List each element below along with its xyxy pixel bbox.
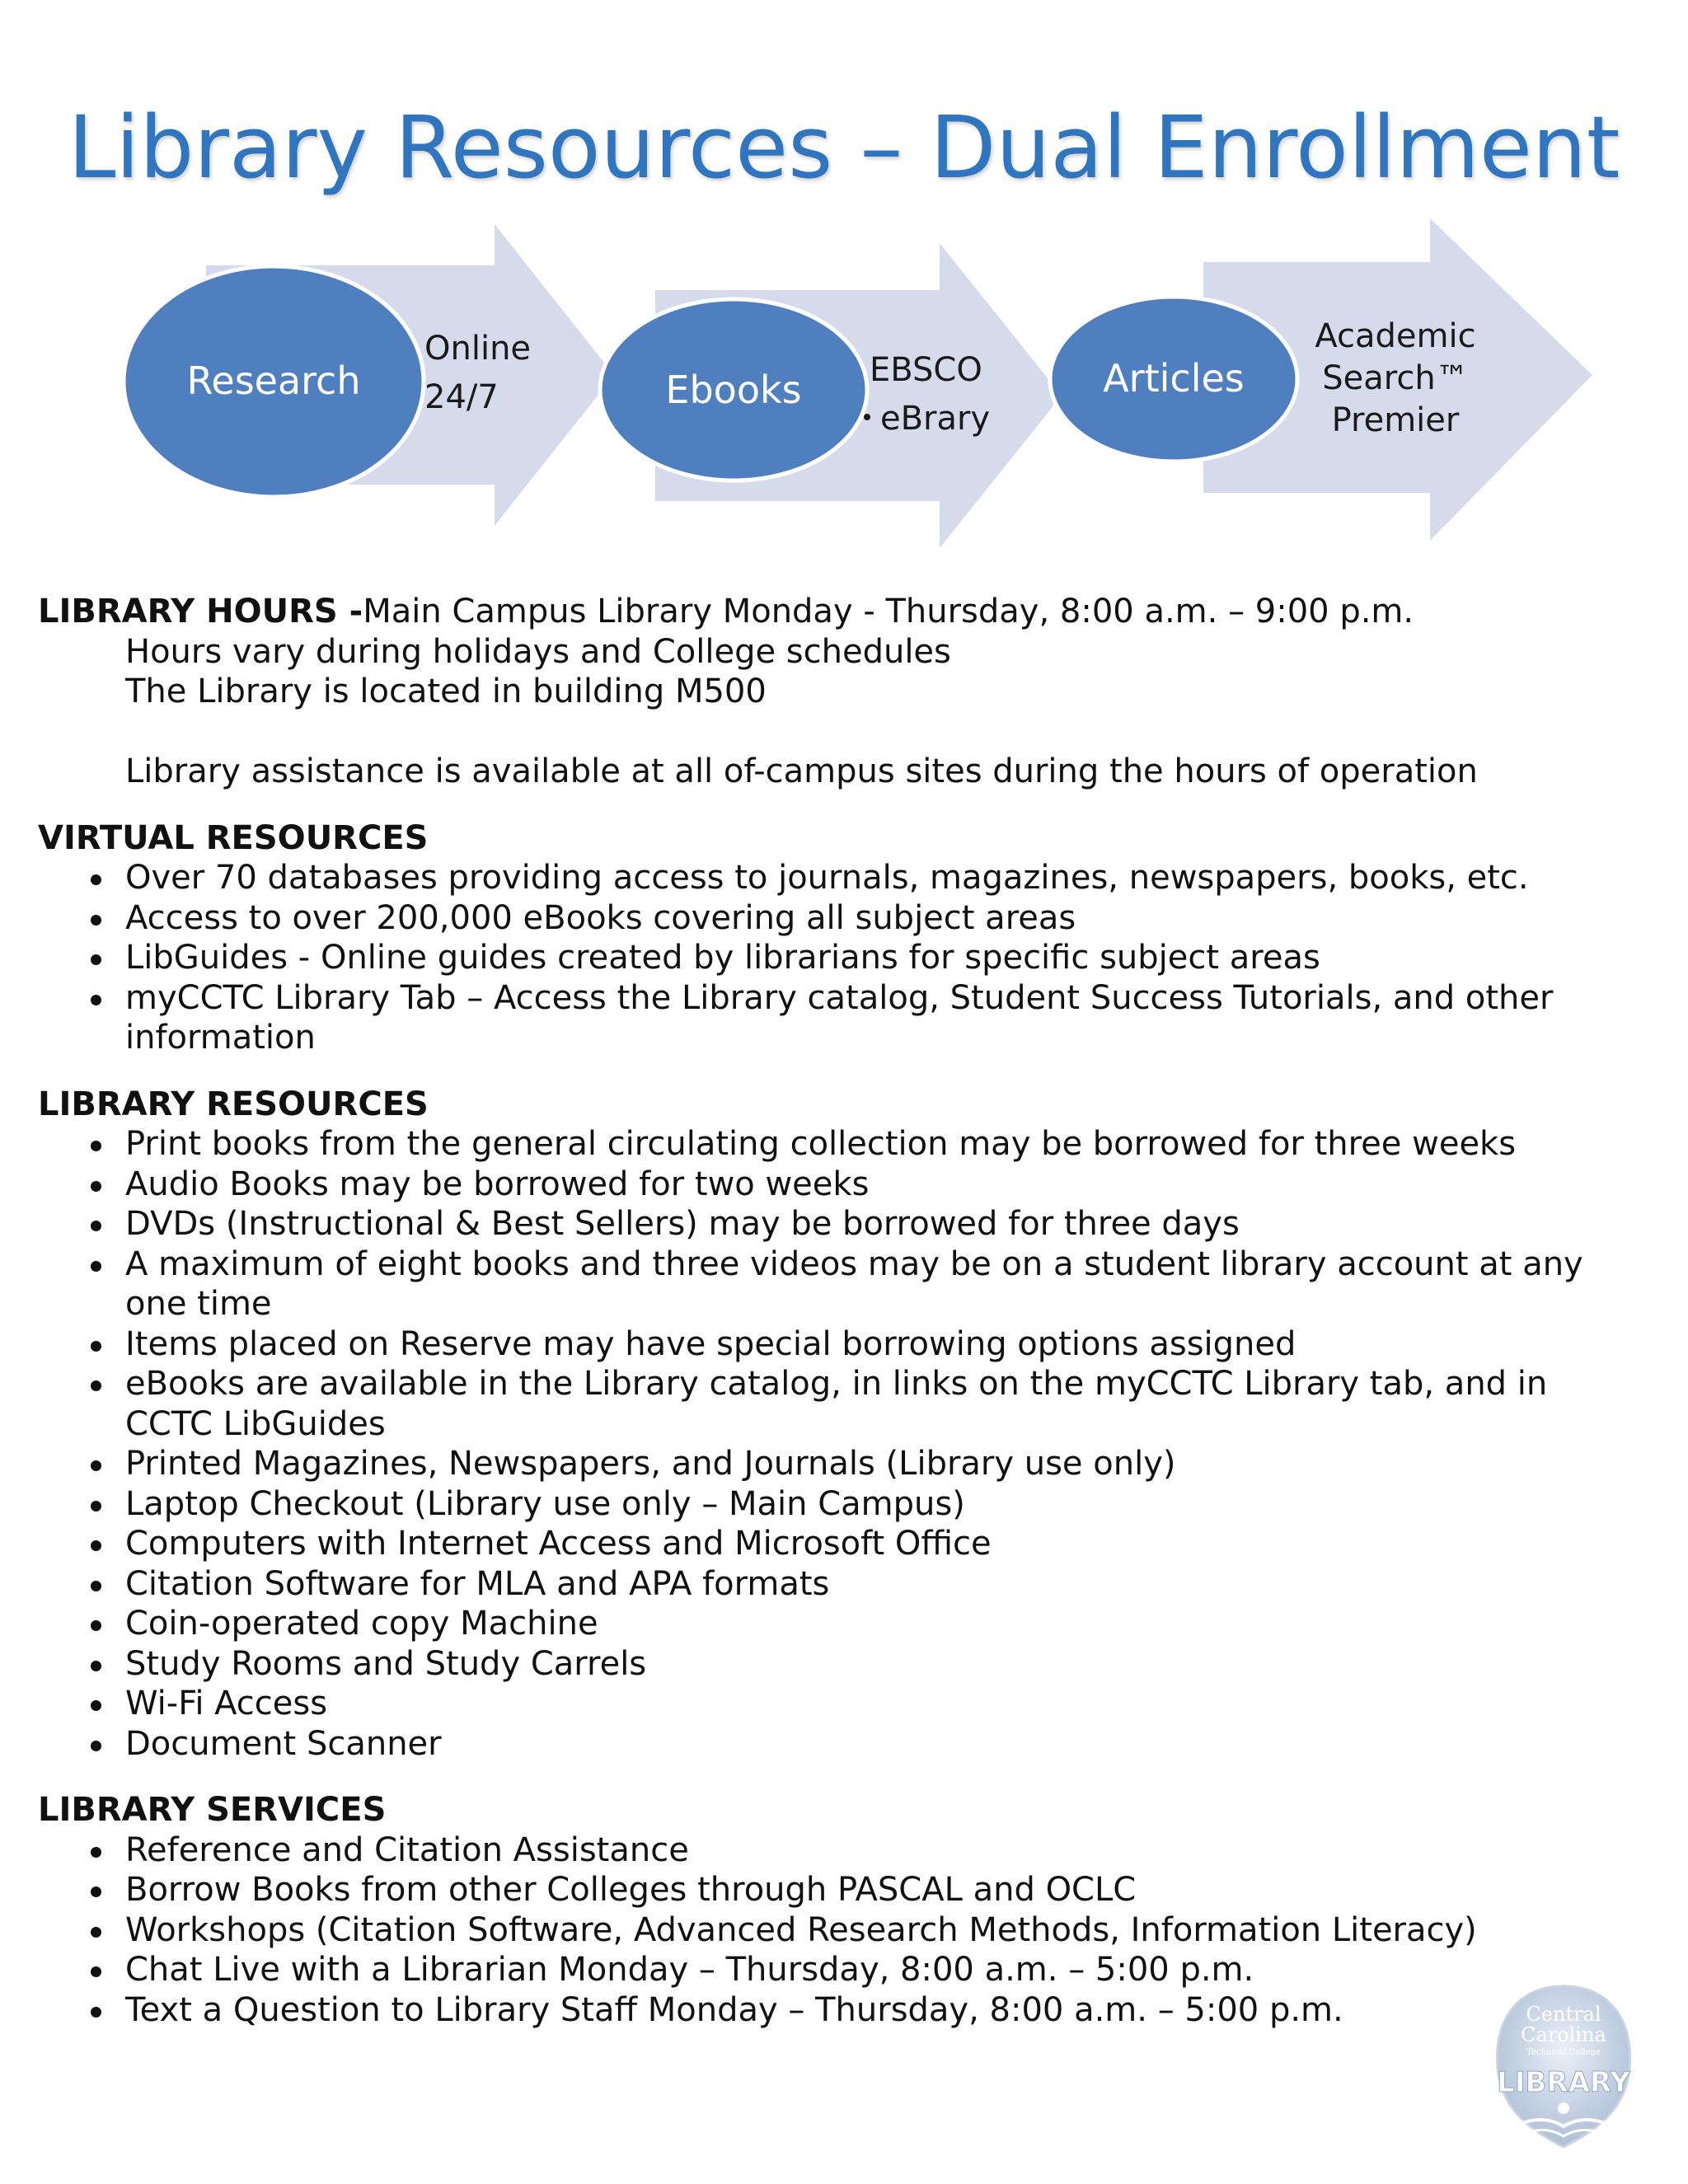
flow-circle-label-ebooks: Ebooks: [665, 368, 802, 412]
list-item: Audio Books may be borrowed for two weeks: [38, 1165, 1642, 1205]
list-item: Chat Live with a Librarian Monday – Thursday, 8:00 a.m. – 5:00 p.m.: [38, 1950, 1642, 1990]
hours-note: Hours vary during holidays and College schedules: [125, 632, 951, 671]
flow-circle-label-articles: Articles: [1103, 356, 1245, 401]
list-item: Access to over 200,000 eBooks covering all subject areas: [38, 898, 1642, 939]
list-item: Reference and Citation Assistance: [38, 1830, 1642, 1871]
list-item: Borrow Books from other Colleges through PASCAL and OCLC: [38, 1870, 1642, 1910]
assistance-note: Library assistance is available at all of-campus sites during the hours of operation: [125, 752, 1478, 790]
document-body: [38, 592, 1620, 2030]
list-item: Print books from the general circulating collection may be borrowed for three weeks: [38, 1124, 1642, 1165]
library-logo: [1485, 1978, 1642, 2159]
list-item: Items placed on Reserve may have special borrowing options assigned: [38, 1324, 1642, 1365]
list-item: Printed Magazines, Newspapers, and Journals (Library use only): [38, 1444, 1642, 1484]
bullet-icon: [864, 414, 870, 420]
list-item: Document Scanner: [38, 1724, 1642, 1765]
library-services-heading: LIBRARY SERVICES: [38, 1791, 387, 1829]
library-hours-main: Main Campus Library Monday - Thursday, 8:00 a.m. – 9:00 p.m.: [363, 593, 1414, 630]
list-item: Text a Question to Library Staff Monday – Thursday, 8:00 a.m. – 5:00 p.m.: [38, 1990, 1642, 2031]
flow-arrow-label-247: 24/7: [424, 378, 499, 416]
list-item: Computers with Internet Access and Microsoft Office: [38, 1524, 1642, 1564]
logo-text-central: Central: [1526, 2003, 1601, 2026]
flow-arrow-label-premier: Premier: [1331, 401, 1460, 439]
logo-dot-icon: [1558, 2102, 1569, 2114]
list-item: Wi-Fi Access: [38, 1684, 1642, 1724]
logo-text-library: LIBRARY: [1497, 2066, 1630, 2099]
list-item: Over 70 databases providing access to journals, magazines, newspapers, books, etc.: [38, 858, 1642, 898]
page-title: Library Resources – Dual Enrollment: [68, 97, 1620, 198]
list-item: A maximum of eight books and three videos may be on a student library account at any one time: [38, 1244, 1642, 1324]
list-item: Citation Software for MLA and APA formats: [38, 1564, 1642, 1605]
list-item: eBooks are available in the Library catalog, in links on the myCCTC Library tab, and in CCTC LibGuides: [38, 1364, 1642, 1444]
list-item: Study Rooms and Study Carrels: [38, 1644, 1642, 1685]
list-item: Coin-operated copy Machine: [38, 1604, 1642, 1644]
library-hours-line: [38, 592, 1620, 632]
flow-arrow-label-academic: Academic: [1315, 317, 1476, 355]
virtual-resources-list: [38, 858, 1620, 1058]
list-item: myCCTC Library Tab – Access the Library catalog, Student Success Tutorials, and other information: [38, 978, 1642, 1058]
list-item: DVDs (Instructional & Best Sellers) may be borrowed for three days: [38, 1204, 1642, 1244]
flow-arrow-label-online: Online: [424, 330, 532, 368]
library-resources-heading: LIBRARY RESOURCES: [38, 1085, 429, 1123]
library-hours-label: LIBRARY HOURS -: [38, 593, 363, 630]
logo-text-carolina: Carolina: [1521, 2023, 1606, 2046]
logo-text-technical: Technical College: [1526, 2048, 1601, 2057]
flow-circle-label-research: Research: [186, 359, 361, 403]
library-services-list: [38, 1830, 1620, 2031]
flow-arrow-label-ebsco: EBSCO: [870, 351, 982, 389]
flow-arrow-label-ebrary: eBrary: [880, 400, 991, 438]
list-item: Workshops (Citation Software, Advanced Research Methods, Information Literacy): [38, 1910, 1642, 1951]
virtual-resources-heading: VIRTUAL RESOURCES: [38, 818, 429, 857]
list-item: Laptop Checkout (Library use only – Main Campus): [38, 1484, 1642, 1525]
list-item: LibGuides - Online guides created by librarians for specific subject areas: [38, 938, 1642, 978]
location-note: The Library is located in building M500: [125, 673, 767, 710]
process-flow-diagram: [0, 0, 1688, 577]
flow-arrow-label-search: Search™: [1322, 359, 1469, 397]
library-resources-list: [38, 1124, 1620, 1764]
